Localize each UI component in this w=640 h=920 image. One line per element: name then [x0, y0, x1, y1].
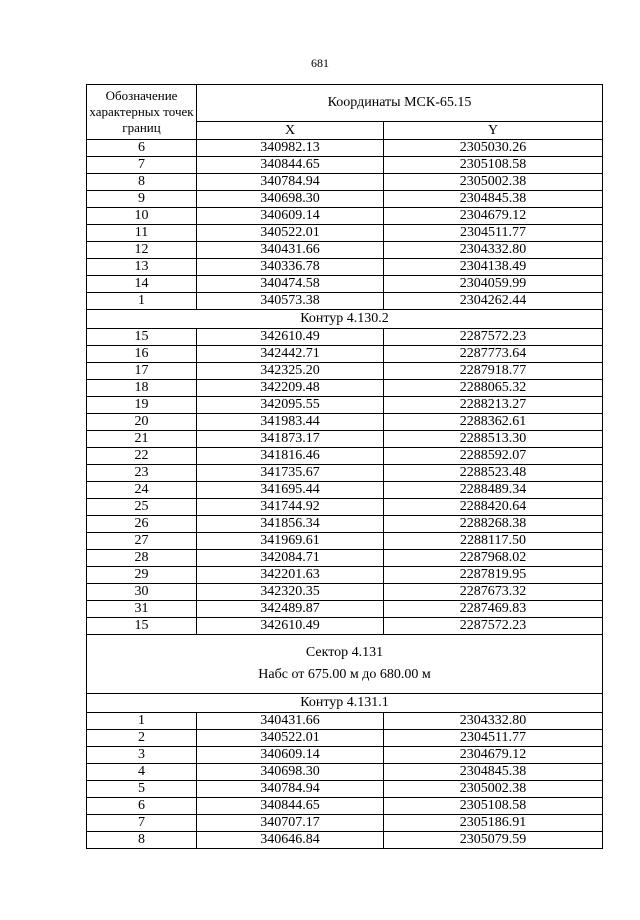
table-row	[87, 832, 603, 849]
y-coordinate-cell: 2304845.38	[384, 764, 603, 781]
x-coordinate-cell: 340707.17	[197, 815, 384, 832]
table-row	[87, 191, 603, 208]
y-coordinate-cell: 2287572.23	[384, 329, 603, 346]
point-id-cell: 13	[87, 259, 197, 276]
rows-group-c	[87, 713, 603, 849]
point-id-cell: 21	[87, 431, 197, 448]
x-coordinate-cell: 342610.49	[197, 329, 384, 346]
point-id-cell: 10	[87, 208, 197, 225]
y-coordinate-cell: 2305186.91	[384, 815, 603, 832]
table-row	[87, 414, 603, 431]
table-row	[87, 174, 603, 191]
y-coordinate-cell: 2304511.77	[384, 730, 603, 747]
table-row	[87, 157, 603, 174]
point-id-cell: 26	[87, 516, 197, 533]
table-row	[87, 482, 603, 499]
x-coordinate-cell: 340522.01	[197, 225, 384, 242]
x-coordinate-cell: 340844.65	[197, 157, 384, 174]
y-coordinate-cell: 2305108.58	[384, 157, 603, 174]
point-id-cell: 27	[87, 533, 197, 550]
sector-title: Сектор 4.131	[305, 645, 384, 660]
x-coordinate-cell: 342209.48	[197, 380, 384, 397]
y-coordinate-cell: 2287968.02	[384, 550, 603, 567]
y-coordinate-cell: 2304332.80	[384, 242, 603, 259]
point-id-cell: 20	[87, 414, 197, 431]
y-coordinate-cell: 2288362.61	[384, 414, 603, 431]
y-column-header: Y	[384, 122, 603, 140]
table-row	[87, 713, 603, 730]
point-id-cell: 2	[87, 730, 197, 747]
coordinates-table	[86, 84, 603, 849]
table-row	[87, 747, 603, 764]
y-coordinate-cell: 2304332.80	[384, 713, 603, 730]
x-coordinate-cell: 342320.35	[197, 584, 384, 601]
table-row	[87, 363, 603, 380]
x-coordinate-cell: 340982.13	[197, 140, 384, 157]
point-id-cell: 8	[87, 832, 197, 849]
contour-heading: Контур 4.130.2	[87, 310, 603, 329]
x-coordinate-cell: 342442.71	[197, 346, 384, 363]
x-coordinate-cell: 340646.84	[197, 832, 384, 849]
point-id-cell: 15	[87, 618, 197, 635]
y-coordinate-cell: 2288117.50	[384, 533, 603, 550]
table-row	[87, 781, 603, 798]
x-coordinate-cell: 340844.65	[197, 798, 384, 815]
y-coordinate-cell: 2288065.32	[384, 380, 603, 397]
y-coordinate-cell: 2287572.23	[384, 618, 603, 635]
y-coordinate-cell: 2288513.30	[384, 431, 603, 448]
point-id-cell: 24	[87, 482, 197, 499]
point-id-cell: 7	[87, 815, 197, 832]
table-row	[87, 208, 603, 225]
y-coordinate-cell: 2304679.12	[384, 747, 603, 764]
table-row	[87, 293, 603, 310]
table-row	[87, 276, 603, 293]
point-id-cell: 12	[87, 242, 197, 259]
point-id-cell: 5	[87, 781, 197, 798]
table-row	[87, 259, 603, 276]
x-coordinate-cell: 342610.49	[197, 618, 384, 635]
x-coordinate-cell: 340784.94	[197, 781, 384, 798]
y-coordinate-cell: 2288489.34	[384, 482, 603, 499]
x-coordinate-cell: 341873.17	[197, 431, 384, 448]
x-coordinate-cell: 342095.55	[197, 397, 384, 414]
point-id-cell: 29	[87, 567, 197, 584]
point-id-cell: 18	[87, 380, 197, 397]
x-coordinate-cell: 342325.20	[197, 363, 384, 380]
x-coordinate-cell: 342084.71	[197, 550, 384, 567]
point-id-cell: 8	[87, 174, 197, 191]
x-coordinate-cell: 341856.34	[197, 516, 384, 533]
x-coordinate-cell: 340431.66	[197, 713, 384, 730]
point-id-cell: 31	[87, 601, 197, 618]
point-id-cell: 9	[87, 191, 197, 208]
y-coordinate-cell: 2304262.44	[384, 293, 603, 310]
y-coordinate-cell: 2304845.38	[384, 191, 603, 208]
x-coordinate-cell: 340573.38	[197, 293, 384, 310]
x-coordinate-cell: 341735.67	[197, 465, 384, 482]
table-row	[87, 533, 603, 550]
x-coordinate-cell: 341744.92	[197, 499, 384, 516]
point-id-cell: 17	[87, 363, 197, 380]
sector-altitude-range: Набс от 675.00 м до 680.00 м	[258, 667, 431, 682]
x-coordinate-cell: 340431.66	[197, 242, 384, 259]
table-row	[87, 730, 603, 747]
table-row	[87, 764, 603, 781]
y-coordinate-cell: 2305002.38	[384, 174, 603, 191]
x-coordinate-cell: 340336.78	[197, 259, 384, 276]
table-row	[87, 225, 603, 242]
point-id-cell: 15	[87, 329, 197, 346]
rows-group-b	[87, 329, 603, 635]
y-coordinate-cell: 2304138.49	[384, 259, 603, 276]
y-coordinate-cell: 2287469.83	[384, 601, 603, 618]
contour-heading: Контур 4.131.1	[87, 694, 603, 713]
point-id-cell: 3	[87, 747, 197, 764]
table-row	[87, 499, 603, 516]
x-coordinate-cell: 341695.44	[197, 482, 384, 499]
x-column-header: X	[197, 122, 384, 140]
y-coordinate-cell: 2288268.38	[384, 516, 603, 533]
y-coordinate-cell: 2287673.32	[384, 584, 603, 601]
point-id-cell: 14	[87, 276, 197, 293]
y-coordinate-cell: 2288420.64	[384, 499, 603, 516]
y-coordinate-cell: 2288523.48	[384, 465, 603, 482]
point-id-cell: 11	[87, 225, 197, 242]
y-coordinate-cell: 2287819.95	[384, 567, 603, 584]
table-row	[87, 798, 603, 815]
table-row	[87, 329, 603, 346]
x-coordinate-cell: 341969.61	[197, 533, 384, 550]
x-coordinate-cell: 340474.58	[197, 276, 384, 293]
y-coordinate-cell: 2305002.38	[384, 781, 603, 798]
y-coordinate-cell: 2304511.77	[384, 225, 603, 242]
page-number: 681	[311, 56, 329, 70]
coordinates-system-header: Координаты МСК-65.15	[197, 85, 603, 122]
table-row	[87, 140, 603, 157]
y-coordinate-cell: 2305030.26	[384, 140, 603, 157]
x-coordinate-cell: 342489.87	[197, 601, 384, 618]
table-row	[87, 618, 603, 635]
table-row	[87, 380, 603, 397]
x-coordinate-cell: 342201.63	[197, 567, 384, 584]
sector-heading	[87, 635, 603, 694]
x-coordinate-cell: 340698.30	[197, 764, 384, 781]
point-id-cell: 22	[87, 448, 197, 465]
y-coordinate-cell: 2305079.59	[384, 832, 603, 849]
point-id-cell: 28	[87, 550, 197, 567]
point-id-cell: 19	[87, 397, 197, 414]
point-id-cell: 7	[87, 157, 197, 174]
point-id-cell: 30	[87, 584, 197, 601]
point-id-cell: 1	[87, 713, 197, 730]
table-row	[87, 550, 603, 567]
table-row	[87, 242, 603, 259]
table-row	[87, 516, 603, 533]
y-coordinate-cell: 2304059.99	[384, 276, 603, 293]
table-row	[87, 584, 603, 601]
x-coordinate-cell: 340784.94	[197, 174, 384, 191]
rows-group-a	[87, 140, 603, 310]
point-id-cell: 25	[87, 499, 197, 516]
x-coordinate-cell: 340698.30	[197, 191, 384, 208]
table-row	[87, 601, 603, 618]
y-coordinate-cell: 2287773.64	[384, 346, 603, 363]
y-coordinate-cell: 2305108.58	[384, 798, 603, 815]
point-designation-header: Обозначение характерных точек границ	[87, 85, 197, 140]
x-coordinate-cell: 340522.01	[197, 730, 384, 747]
table-row	[87, 448, 603, 465]
table-row	[87, 397, 603, 414]
x-coordinate-cell: 341816.46	[197, 448, 384, 465]
table-row	[87, 465, 603, 482]
point-id-cell: 6	[87, 140, 197, 157]
table-row	[87, 815, 603, 832]
y-coordinate-cell: 2288592.07	[384, 448, 603, 465]
table-row	[87, 431, 603, 448]
table-row	[87, 346, 603, 363]
table-row	[87, 567, 603, 584]
x-coordinate-cell: 341983.44	[197, 414, 384, 431]
y-coordinate-cell: 2288213.27	[384, 397, 603, 414]
x-coordinate-cell: 340609.14	[197, 747, 384, 764]
y-coordinate-cell: 2304679.12	[384, 208, 603, 225]
point-id-cell: 6	[87, 798, 197, 815]
point-id-cell: 1	[87, 293, 197, 310]
point-id-cell: 23	[87, 465, 197, 482]
point-id-cell: 4	[87, 764, 197, 781]
y-coordinate-cell: 2287918.77	[384, 363, 603, 380]
x-coordinate-cell: 340609.14	[197, 208, 384, 225]
point-id-cell: 16	[87, 346, 197, 363]
